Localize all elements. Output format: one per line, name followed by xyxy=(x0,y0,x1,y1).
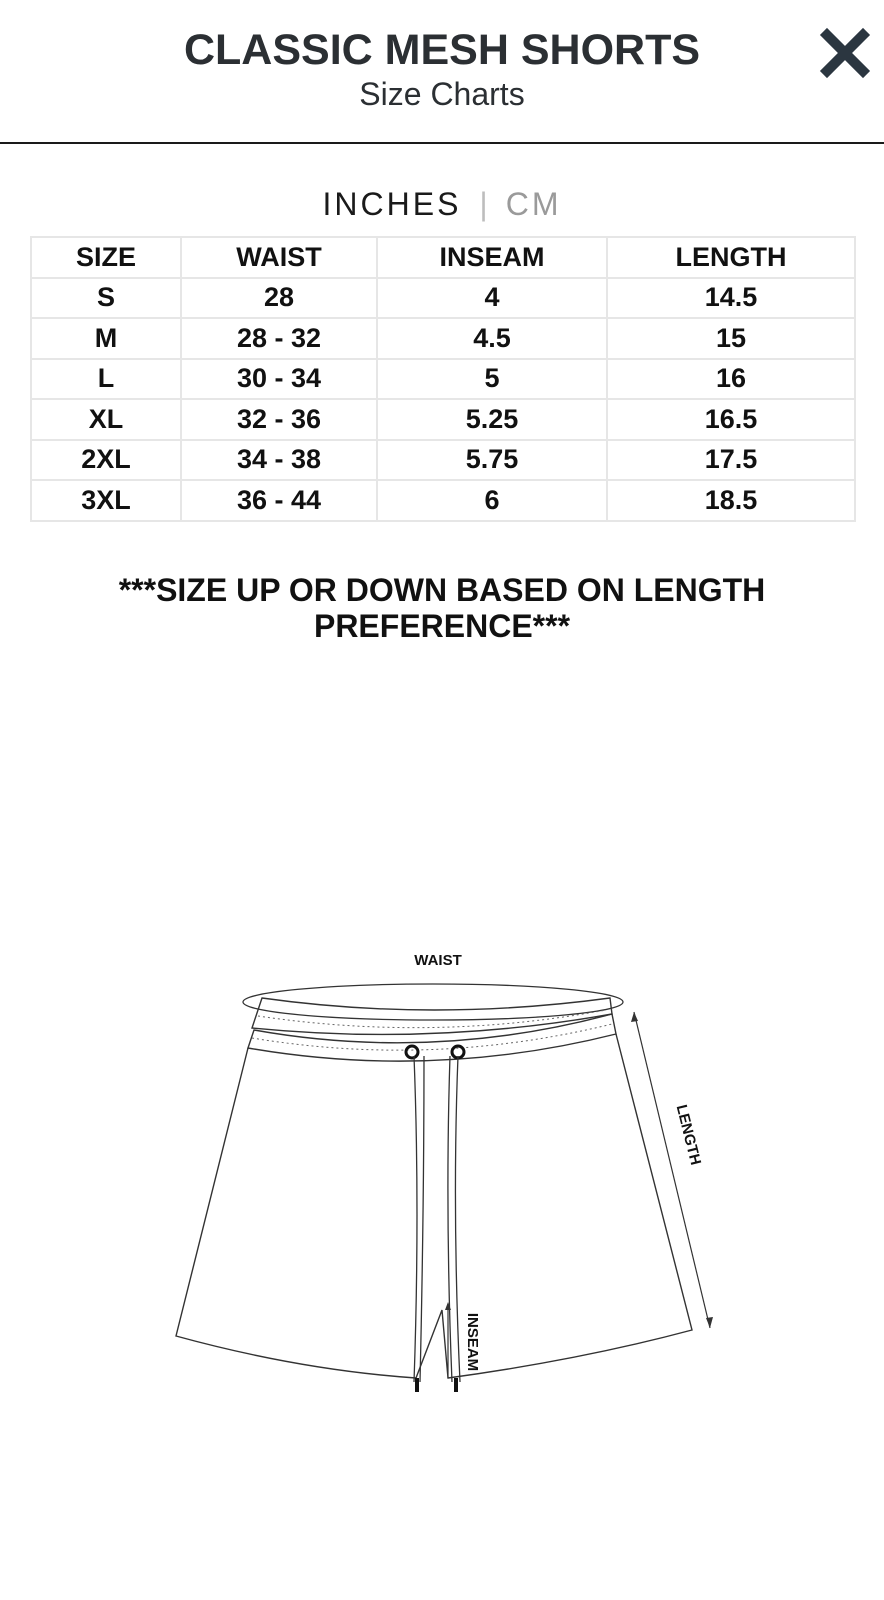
unit-separator: | xyxy=(479,186,488,222)
close-button[interactable] xyxy=(818,26,872,80)
column-header-length: LENGTH xyxy=(607,237,855,278)
table-row xyxy=(31,278,855,319)
page-title: CLASSIC MESH SHORTS xyxy=(183,26,701,74)
right-drawstring-back xyxy=(455,1056,460,1382)
sizing-note: ***SIZE UP OR DOWN BASED ON LENGTH PREFERENCE*** xyxy=(118,572,766,644)
waist-cell: 28 - 32 xyxy=(181,318,377,359)
close-x-icon xyxy=(818,26,872,80)
shorts-body-outline xyxy=(176,1034,692,1378)
length-cell: 14.5 xyxy=(607,278,855,319)
unit-toggle xyxy=(0,186,884,223)
inseam-label: INSEAM xyxy=(464,1312,481,1372)
left-drawstring xyxy=(414,1056,417,1382)
waist-cell: 36 - 44 xyxy=(181,480,377,521)
waist-cell: 32 - 36 xyxy=(181,399,377,440)
waist-measure-ellipse xyxy=(243,984,623,1020)
waistband-stitch-1 xyxy=(258,1010,606,1028)
table-row xyxy=(31,359,855,400)
size-cell: 2XL xyxy=(31,440,181,481)
inseam-cell: 4.5 xyxy=(377,318,607,359)
unit-cm-tab[interactable]: CM xyxy=(505,186,562,222)
size-chart-table xyxy=(30,236,856,522)
left-drawstring-back xyxy=(420,1056,424,1382)
shorts-measurement-diagram xyxy=(0,950,884,1430)
length-measure-line xyxy=(634,1012,710,1328)
inseam-cell: 4 xyxy=(377,278,607,319)
size-cell: 3XL xyxy=(31,480,181,521)
column-header-size: SIZE xyxy=(31,237,181,278)
column-header-waist: WAIST xyxy=(181,237,377,278)
size-cell: XL xyxy=(31,399,181,440)
length-arrow-top xyxy=(631,1012,638,1022)
waist-label: WAIST xyxy=(414,952,462,969)
size-cell: S xyxy=(31,278,181,319)
table-row xyxy=(31,318,855,359)
inseam-cell: 5.75 xyxy=(377,440,607,481)
waistband-lower xyxy=(248,1014,616,1061)
waistband-outline xyxy=(252,998,612,1034)
length-arrow-bottom xyxy=(706,1317,713,1328)
waist-cell: 28 xyxy=(181,278,377,319)
table-row xyxy=(31,440,855,481)
length-cell: 16 xyxy=(607,359,855,400)
size-cell: M xyxy=(31,318,181,359)
length-cell: 16.5 xyxy=(607,399,855,440)
modal-header xyxy=(0,0,884,144)
inseam-cell: 5 xyxy=(377,359,607,400)
left-eyelet xyxy=(406,1046,418,1058)
size-cell: L xyxy=(31,359,181,400)
table-header-row xyxy=(31,237,855,278)
length-cell: 17.5 xyxy=(607,440,855,481)
column-header-inseam: INSEAM xyxy=(377,237,607,278)
length-cell: 18.5 xyxy=(607,480,855,521)
length-cell: 15 xyxy=(607,318,855,359)
waist-cell: 34 - 38 xyxy=(181,440,377,481)
page-subtitle: Size Charts xyxy=(359,76,525,112)
unit-inches-tab[interactable]: INCHES xyxy=(322,186,462,222)
table-row xyxy=(31,399,855,440)
inseam-cell: 5.25 xyxy=(377,399,607,440)
inseam-cell: 6 xyxy=(377,480,607,521)
table-row xyxy=(31,480,855,521)
waist-cell: 30 - 34 xyxy=(181,359,377,400)
length-label: LENGTH xyxy=(672,1102,705,1167)
